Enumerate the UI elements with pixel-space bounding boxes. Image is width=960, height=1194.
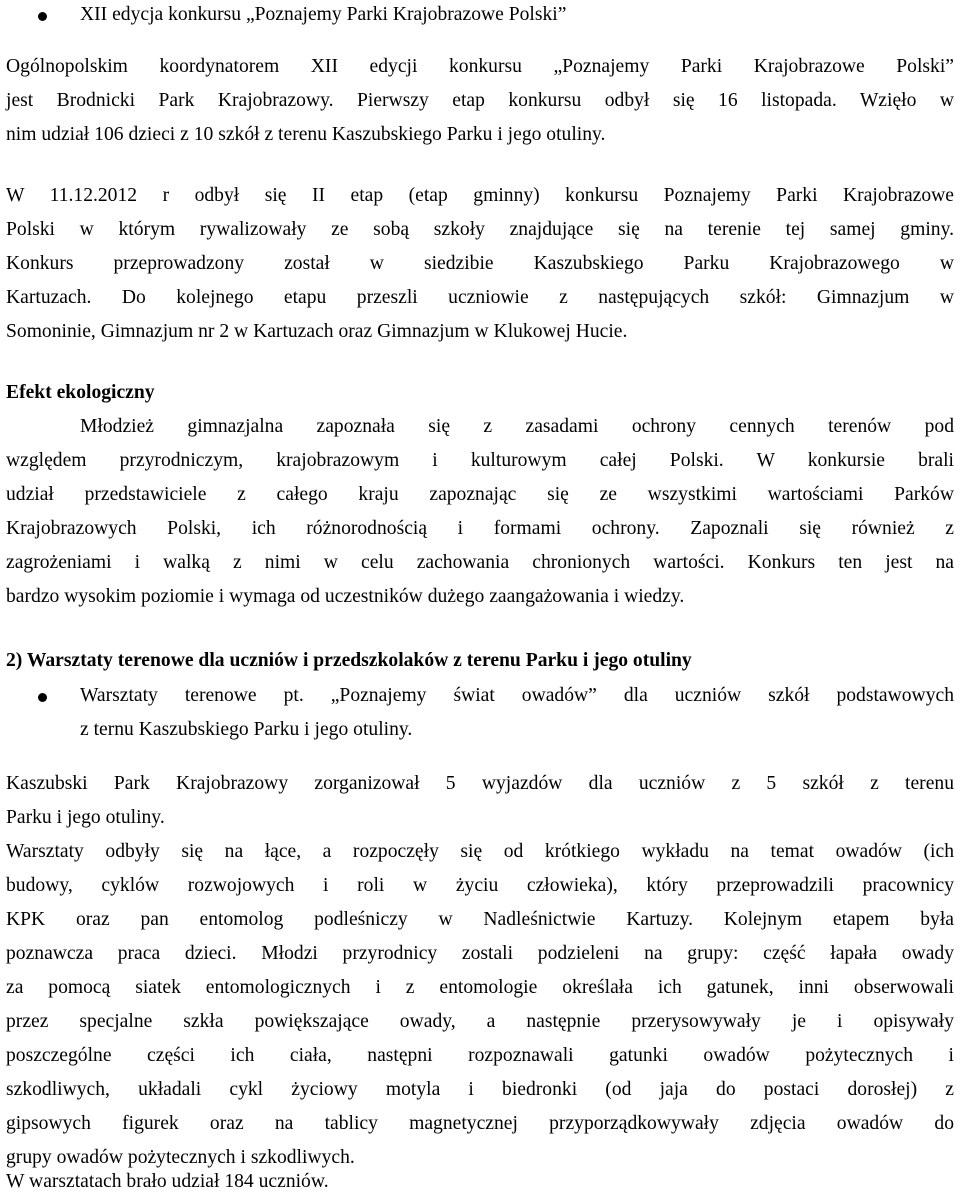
list-item-workshop-line: z ternu Kaszubskiego Parku i jego otuliny.: [80, 719, 413, 740]
paragraph-line: W 11.12.2012 r odbył się II etap (etap gminny) konkursu Poznajemy Parki Krajobrazowe: [6, 185, 954, 206]
section-heading-workshops: 2) Warsztaty terenowe dla uczniów i przedszkolaków z terenu Parku i jego otuliny: [6, 650, 692, 671]
paragraph-line: Młodzież gimnazjalna zapoznała się z zasadami ochrony cennych terenów pod: [80, 416, 954, 437]
paragraph-line: udział przedstawiciele z całego kraju zapoznając się ze wszystkimi wartościami Parków: [6, 484, 954, 505]
paragraph-line: budowy, cyklów rozwojowych i roli w życiu człowieka), który przeprowadzili pracownicy: [6, 875, 954, 896]
paragraph-line: szkodliwych, układali cykl życiowy motyla i biedronki (od jaja do postaci dorosłej) z: [6, 1079, 954, 1100]
paragraph-line: jest Brodnicki Park Krajobrazowy. Pierwszy etap konkursu odbył się 16 listopada. Wzięło w: [6, 90, 954, 111]
paragraph-line: poznawcza praca dzieci. Młodzi przyrodnicy zostali podzieleni na grupy: część łapała owady: [6, 943, 954, 964]
paragraph-line: Krajobrazowych Polski, ich różnorodnością i formami ochrony. Zapoznali się również z: [6, 518, 954, 539]
paragraph-line: względem przyrodniczym, krajobrazowym i kulturowym całej Polski. W konkursie brali: [6, 450, 954, 471]
paragraph-line: za pomocą siatek entomologicznych i z entomologie określała ich gatunek, inni obserwowali: [6, 977, 954, 998]
paragraph-line: nim udział 106 dzieci z 10 szkół z terenu Kaszubskiego Parku i jego otuliny.: [6, 124, 606, 145]
bullet-icon: [38, 693, 47, 702]
paragraph-line: poszczególne części ich ciała, następni rozpoznawali gatunki owadów pożytecznych i: [6, 1045, 954, 1066]
paragraph-line: Warsztaty odbyły się na łące, a rozpoczęły się od krótkiego wykładu na temat owadów (ich: [6, 841, 954, 862]
paragraph-line: Polski w którym rywalizowały ze sobą szkoły znajdujące się na terenie tej samej gminy.: [6, 219, 954, 240]
paragraph-line: Somoninie, Gimnazjum nr 2 w Kartuzach oraz Gimnazjum w Klukowej Hucie.: [6, 321, 628, 342]
bullet-icon: [38, 12, 47, 21]
paragraph-line: Ogólnopolskim koordynatorem XII edycji konkursu „Poznajemy Parki Krajobrazowe Polski”: [6, 56, 954, 77]
paragraph-line: bardzo wysokim poziomie i wymaga od uczestników dużego zaangażowania i wiedzy.: [6, 586, 685, 607]
list-item-competition-title: XII edycja konkursu „Poznajemy Parki Krajobrazowe Polski”: [80, 4, 567, 25]
paragraph-line: zagrożeniami i walką z nimi w celu zachowania chronionych wartości. Konkurs ten jest na: [6, 552, 954, 573]
paragraph-line: Kartuzach. Do kolejnego etapu przeszli uczniowie z następujących szkół: Gimnazjum w: [6, 287, 954, 308]
paragraph-line: grupy owadów pożytecznych i szkodliwych.: [6, 1147, 355, 1168]
list-item-workshop-line: Warsztaty terenowe pt. „Poznajemy świat owadów” dla uczniów szkół podstawowych: [80, 685, 954, 706]
section-heading-ecological-effect: Efekt ekologiczny: [6, 382, 155, 403]
paragraph-line: Kaszubski Park Krajobrazowy zorganizował 5 wyjazdów dla uczniów z 5 szkół z terenu: [6, 773, 954, 794]
paragraph-line: przez specjalne szkła powiększające owady, a następnie przerysowywały je i opisywały: [6, 1011, 954, 1032]
participants-count-line: W warsztatach brało udział 184 uczniów.: [6, 1171, 329, 1192]
paragraph-line: Konkurs przeprowadzony został w siedzibie Kaszubskiego Parku Krajobrazowego w: [6, 253, 954, 274]
paragraph-line: KPK oraz pan entomolog podleśniczy w Nadleśnictwie Kartuzy. Kolejnym etapem była: [6, 909, 954, 930]
paragraph-line: Parku i jego otuliny.: [6, 807, 165, 828]
paragraph-line: gipsowych figurek oraz na tablicy magnetycznej przyporządkowywały zdjęcia owadów do: [6, 1113, 954, 1134]
